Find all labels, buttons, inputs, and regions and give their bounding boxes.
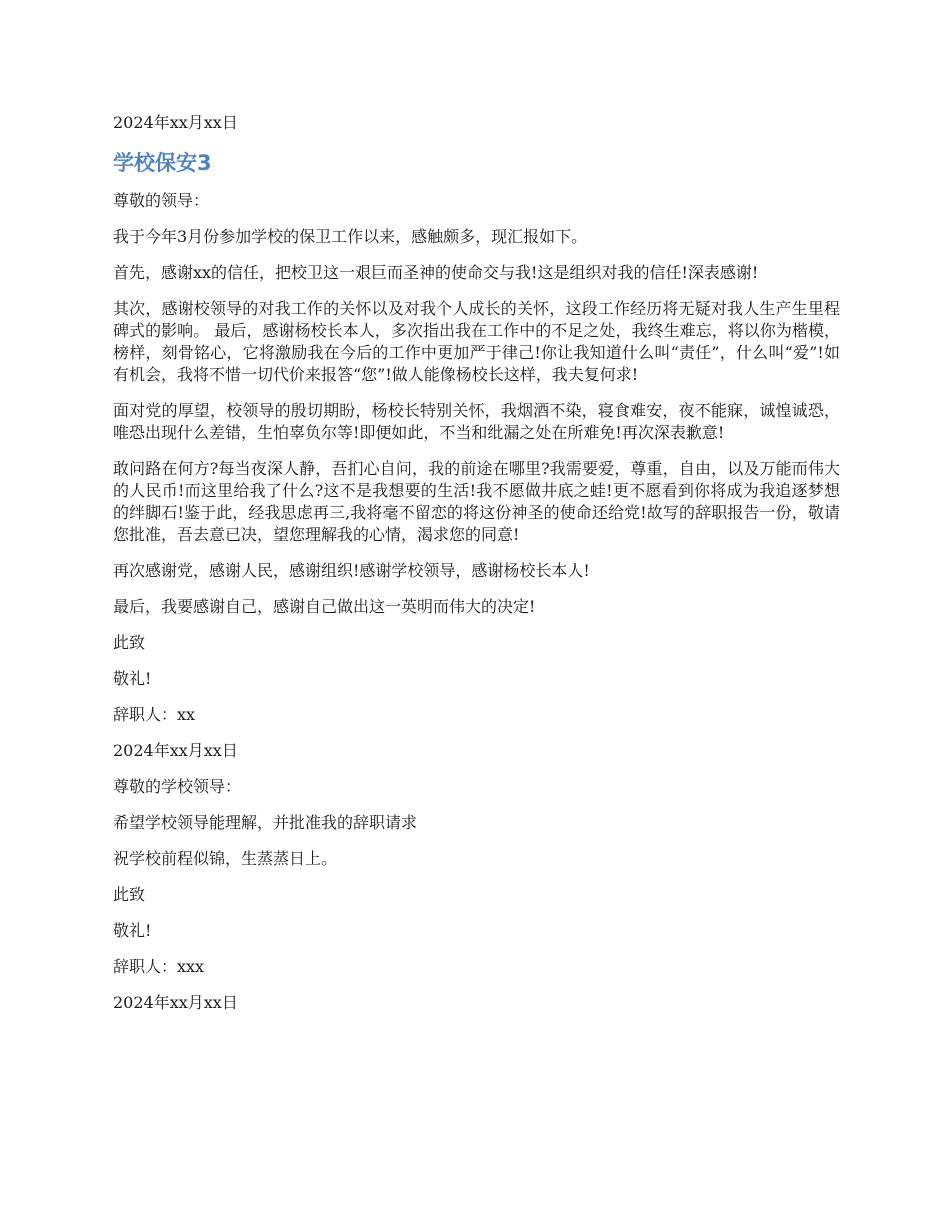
paragraph-wishes: 祝学校前程似锦，生蒸蒸日上。 xyxy=(113,849,338,868)
paragraph-apology: 面对党的厚望，校领导的殷切期盼，杨校长特别关怀，我烟酒不染，寝食难安，夜不能寐，诚惶诚恐，唯恐出现什么差错，生怕辜负尔等!即便如此，不当和纰漏之处在所难免!再次深表歉意! xyxy=(113,401,840,442)
paragraph-thanks-self: 最后，我要感谢自己，感谢自己做出这一英明而伟大的决定! xyxy=(113,597,536,616)
signature: 辞职人：xx xyxy=(113,705,196,724)
salutation-2: 尊敬的学校领导： xyxy=(113,777,242,796)
closing-jingli: 敬礼! xyxy=(113,669,152,688)
paragraph-request: 希望学校领导能理解，并批准我的辞职请求 xyxy=(113,813,418,832)
paragraph-intro: 我于今年3月份参加学校的保卫工作以来，感触颇多，现汇报如下。 xyxy=(113,227,588,246)
paragraph-thanks-leaders: 其次，感谢校领导的对我工作的关怀以及对我个人成长的关怀，这段工作经历将无疑对我人生产生里程碑式的影响。 最后，感谢杨校长本人，多次指出我在工作中的不足之处，我终生难忘，将以你为楷模，榜样，刻骨铭心，它将激励我在今后的工作中更加严于律己!你让我知道什么叫“责任”，什么叫“爱”!如有机会，我将不惜一切代价来报答“您”!做人能像杨校长这样，我夫复何求! xyxy=(113,299,840,384)
paragraph-resignation-reason: 敢问路在何方?每当夜深人静，吾扪心自问，我的前途在哪里?我需要爱，尊重，自由，以及万能而伟大的人民币!而这里给我了什么?这不是我想要的生活!我不愿做井底之蛙!更不愿看到你将成为我追逐梦想的绊脚石!鉴于此，经我思虑再三,我将毫不留恋的将这份神圣的使命还给党!故写的辞职报告一份，敬请您批准，吾去意已决，望您理解我的心情，渴求您的同意! xyxy=(113,459,840,544)
closing-cizhi-2: 此致 xyxy=(113,885,146,904)
signature-date: 2024年xx月xx日 xyxy=(113,741,238,760)
section-heading: 学校保安3 xyxy=(113,151,212,175)
document-body xyxy=(113,112,840,1028)
salutation: 尊敬的领导： xyxy=(113,191,210,210)
paragraph-thanks-again: 再次感谢党，感谢人民，感谢组织!感谢学校领导，感谢杨校长本人! xyxy=(113,561,590,580)
closing-jingli-2: 敬礼! xyxy=(113,921,152,940)
signature-date-2: 2024年xx月xx日 xyxy=(113,993,238,1012)
top-date: 2024年xx月xx日 xyxy=(113,113,238,132)
closing-cizhi: 此致 xyxy=(113,633,146,652)
signature-2: 辞职人：xxx xyxy=(113,957,205,976)
paragraph-thanks-trust: 首先，感谢xx的信任，把校卫这一艰巨而圣神的使命交与我!这是组织对我的信任!深表感谢! xyxy=(113,263,759,282)
